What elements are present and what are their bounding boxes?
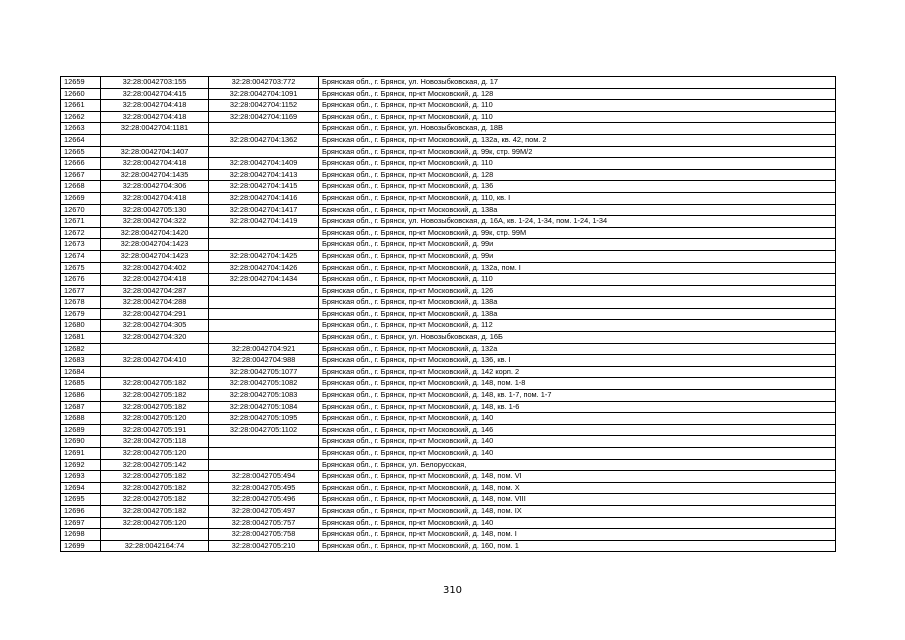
parcel-cadastral-number-cell: 32:28:0042705:182 (101, 378, 209, 390)
row-number-cell: 12687 (61, 401, 101, 413)
address-cell: Брянская обл., г. Брянск, пр-кт Московский, д. 148, пом. IX (319, 505, 836, 517)
property-register-table (60, 76, 836, 552)
object-cadastral-number-cell (209, 308, 319, 320)
parcel-cadastral-number-cell (101, 366, 209, 378)
parcel-cadastral-number-cell: 32:28:0042704:415 (101, 88, 209, 100)
table-row (61, 274, 836, 286)
parcel-cadastral-number-cell: 32:28:0042705:182 (101, 505, 209, 517)
object-cadastral-number-cell: 32:28:0042704:1413 (209, 169, 319, 181)
parcel-cadastral-number-cell: 32:28:0042704:288 (101, 297, 209, 309)
table-row (61, 111, 836, 123)
table-row (61, 436, 836, 448)
table-row (61, 343, 836, 355)
row-number-cell: 12679 (61, 308, 101, 320)
object-cadastral-number-cell: 32:28:0042705:496 (209, 494, 319, 506)
object-cadastral-number-cell (209, 332, 319, 344)
table-row (61, 517, 836, 529)
address-cell: Брянская обл., г. Брянск, ул. Новозыбковская, д. 16А, кв. 1-24, 1-34, пом. 1-24, 1-34 (319, 216, 836, 228)
row-number-cell: 12683 (61, 355, 101, 367)
table-row (61, 308, 836, 320)
parcel-cadastral-number-cell: 32:28:0042704:418 (101, 192, 209, 204)
row-number-cell: 12685 (61, 378, 101, 390)
address-cell: Брянская обл., г. Брянск, пр-кт Московский, д. 148, кв. 1-6 (319, 401, 836, 413)
object-cadastral-number-cell: 32:28:0042704:1425 (209, 250, 319, 262)
parcel-cadastral-number-cell: 32:28:0042705:118 (101, 436, 209, 448)
row-number-cell: 12671 (61, 216, 101, 228)
table-row (61, 540, 836, 552)
address-cell: Брянская обл., г. Брянск, пр-кт Московский, д. 138а (319, 297, 836, 309)
object-cadastral-number-cell (209, 459, 319, 471)
object-cadastral-number-cell: 32:28:0042705:497 (209, 505, 319, 517)
row-number-cell: 12680 (61, 320, 101, 332)
table-row (61, 181, 836, 193)
object-cadastral-number-cell: 32:28:0042705:495 (209, 482, 319, 494)
object-cadastral-number-cell (209, 239, 319, 251)
row-number-cell: 12664 (61, 134, 101, 146)
object-cadastral-number-cell: 32:28:0042704:988 (209, 355, 319, 367)
row-number-cell: 12674 (61, 250, 101, 262)
object-cadastral-number-cell: 32:28:0042703:772 (209, 77, 319, 89)
row-number-cell: 12696 (61, 505, 101, 517)
row-number-cell: 12677 (61, 285, 101, 297)
row-number-cell: 12694 (61, 482, 101, 494)
address-cell: Брянская обл., г. Брянск, пр-кт Московский, д. 132а, кв. 42, пом. 2 (319, 134, 836, 146)
parcel-cadastral-number-cell: 32:28:0042705:182 (101, 482, 209, 494)
table-row (61, 204, 836, 216)
row-number-cell: 12666 (61, 158, 101, 170)
row-number-cell: 12661 (61, 100, 101, 112)
address-cell: Брянская обл., г. Брянск, пр-кт Московский, д. 112 (319, 320, 836, 332)
address-cell: Брянская обл., г. Брянск, ул. Новозыбковская, д. 18В (319, 123, 836, 135)
address-cell: Брянская обл., г. Брянск, пр-кт Московский, д. 140 (319, 448, 836, 460)
parcel-cadastral-number-cell (101, 343, 209, 355)
address-cell: Брянская обл., г. Брянск, пр-кт Московский, д. 148, пом. VI (319, 471, 836, 483)
table-row (61, 390, 836, 402)
row-number-cell: 12695 (61, 494, 101, 506)
address-cell: Брянская обл., г. Брянск, пр-кт Московский, д. 148, кв. 1-7, пом. 1-7 (319, 390, 836, 402)
object-cadastral-number-cell (209, 123, 319, 135)
table-row (61, 158, 836, 170)
table-row (61, 459, 836, 471)
object-cadastral-number-cell: 32:28:0042704:1362 (209, 134, 319, 146)
parcel-cadastral-number-cell (101, 134, 209, 146)
table-row (61, 216, 836, 228)
parcel-cadastral-number-cell: 32:28:0042705:182 (101, 401, 209, 413)
row-number-cell: 12673 (61, 239, 101, 251)
address-cell: Брянская обл., г. Брянск, пр-кт Московский, д. 148, пом. VIII (319, 494, 836, 506)
parcel-cadastral-number-cell: 32:28:0042705:130 (101, 204, 209, 216)
parcel-cadastral-number-cell: 32:28:0042704:306 (101, 181, 209, 193)
table-row (61, 320, 836, 332)
parcel-cadastral-number-cell: 32:28:0042704:418 (101, 111, 209, 123)
object-cadastral-number-cell: 32:28:0042705:494 (209, 471, 319, 483)
table-row (61, 285, 836, 297)
row-number-cell: 12682 (61, 343, 101, 355)
row-number-cell: 12676 (61, 274, 101, 286)
table-row (61, 227, 836, 239)
parcel-cadastral-number-cell: 32:28:0042705:191 (101, 424, 209, 436)
row-number-cell: 12665 (61, 146, 101, 158)
address-cell: Брянская обл., г. Брянск, пр-кт Московский, д. 110 (319, 158, 836, 170)
table-row (61, 471, 836, 483)
row-number-cell: 12698 (61, 529, 101, 541)
parcel-cadastral-number-cell: 32:28:0042704:322 (101, 216, 209, 228)
table-row (61, 413, 836, 425)
address-cell: Брянская обл., г. Брянск, пр-кт Московский, д. 128 (319, 88, 836, 100)
object-cadastral-number-cell: 32:28:0042705:1084 (209, 401, 319, 413)
object-cadastral-number-cell (209, 297, 319, 309)
address-cell: Брянская обл., г. Брянск, ул. Белорусская, (319, 459, 836, 471)
table-row (61, 239, 836, 251)
parcel-cadastral-number-cell: 32:28:0042703:155 (101, 77, 209, 89)
row-number-cell: 12672 (61, 227, 101, 239)
table-row (61, 169, 836, 181)
parcel-cadastral-number-cell: 32:28:0042704:418 (101, 100, 209, 112)
object-cadastral-number-cell: 32:28:0042704:1409 (209, 158, 319, 170)
row-number-cell: 12675 (61, 262, 101, 274)
row-number-cell: 12690 (61, 436, 101, 448)
row-number-cell: 12670 (61, 204, 101, 216)
parcel-cadastral-number-cell: 32:28:0042705:120 (101, 413, 209, 425)
object-cadastral-number-cell: 32:28:0042704:1417 (209, 204, 319, 216)
row-number-cell: 12667 (61, 169, 101, 181)
table-row (61, 355, 836, 367)
row-number-cell: 12699 (61, 540, 101, 552)
parcel-cadastral-number-cell: 32:28:0042704:305 (101, 320, 209, 332)
object-cadastral-number-cell: 32:28:0042704:1152 (209, 100, 319, 112)
address-cell: Брянская обл., г. Брянск, пр-кт Московский, д. 142 корп. 2 (319, 366, 836, 378)
address-cell: Брянская обл., г. Брянск, пр-кт Московский, д. 99к, стр. 99М/2 (319, 146, 836, 158)
table-row (61, 424, 836, 436)
address-cell: Брянская обл., г. Брянск, пр-кт Московский, д. 128 (319, 169, 836, 181)
address-cell: Брянская обл., г. Брянск, пр-кт Московский, д. 148, пом. X (319, 482, 836, 494)
parcel-cadastral-number-cell: 32:28:0042705:120 (101, 517, 209, 529)
address-cell: Брянская обл., г. Брянск, пр-кт Московский, д. 126 (319, 285, 836, 297)
table-row (61, 134, 836, 146)
parcel-cadastral-number-cell: 32:28:0042705:182 (101, 494, 209, 506)
parcel-cadastral-number-cell: 32:28:0042704:1407 (101, 146, 209, 158)
table-row (61, 77, 836, 89)
table-row (61, 123, 836, 135)
row-number-cell: 12686 (61, 390, 101, 402)
object-cadastral-number-cell: 32:28:0042704:1416 (209, 192, 319, 204)
address-cell: Брянская обл., г. Брянск, пр-кт Московский, д. 146 (319, 424, 836, 436)
object-cadastral-number-cell (209, 448, 319, 460)
parcel-cadastral-number-cell: 32:28:0042704:291 (101, 308, 209, 320)
parcel-cadastral-number-cell: 32:28:0042705:120 (101, 448, 209, 460)
parcel-cadastral-number-cell: 32:28:0042705:142 (101, 459, 209, 471)
object-cadastral-number-cell: 32:28:0042705:757 (209, 517, 319, 529)
parcel-cadastral-number-cell: 32:28:0042704:418 (101, 274, 209, 286)
row-number-cell: 12662 (61, 111, 101, 123)
object-cadastral-number-cell: 32:28:0042704:1415 (209, 181, 319, 193)
address-cell: Брянская обл., г. Брянск, ул. Новозыбковская, д. 16Б (319, 332, 836, 344)
address-cell: Брянская обл., г. Брянск, пр-кт Московский, д. 110, кв. I (319, 192, 836, 204)
parcel-cadastral-number-cell: 32:28:0042705:182 (101, 390, 209, 402)
table-row (61, 332, 836, 344)
address-cell: Брянская обл., г. Брянск, пр-кт Московский, д. 132а (319, 343, 836, 355)
table-row (61, 366, 836, 378)
parcel-cadastral-number-cell: 32:28:0042704:1423 (101, 239, 209, 251)
object-cadastral-number-cell: 32:28:0042705:758 (209, 529, 319, 541)
row-number-cell: 12659 (61, 77, 101, 89)
row-number-cell: 12660 (61, 88, 101, 100)
row-number-cell: 12681 (61, 332, 101, 344)
address-cell: Брянская обл., г. Брянск, пр-кт Московский, д. 138а (319, 308, 836, 320)
table-row (61, 378, 836, 390)
parcel-cadastral-number-cell: 32:28:0042704:410 (101, 355, 209, 367)
table-body (61, 77, 836, 552)
row-number-cell: 12693 (61, 471, 101, 483)
address-cell: Брянская обл., г. Брянск, пр-кт Московский, д. 110 (319, 111, 836, 123)
object-cadastral-number-cell (209, 285, 319, 297)
table-row (61, 100, 836, 112)
page-number: 310 (442, 585, 463, 596)
table-row (61, 448, 836, 460)
address-cell: Брянская обл., г. Брянск, пр-кт Московский, д. 140 (319, 413, 836, 425)
object-cadastral-number-cell: 32:28:0042704:1091 (209, 88, 319, 100)
table-row (61, 297, 836, 309)
address-cell: Брянская обл., г. Брянск, пр-кт Московский, д. 110 (319, 100, 836, 112)
row-number-cell: 12689 (61, 424, 101, 436)
row-number-cell: 12691 (61, 448, 101, 460)
address-cell: Брянская обл., г. Брянск, пр-кт Московский, д. 136, кв. I (319, 355, 836, 367)
row-number-cell: 12678 (61, 297, 101, 309)
parcel-cadastral-number-cell: 32:28:0042705:182 (101, 471, 209, 483)
parcel-cadastral-number-cell: 32:28:0042704:1181 (101, 123, 209, 135)
parcel-cadastral-number-cell: 32:28:0042704:320 (101, 332, 209, 344)
object-cadastral-number-cell (209, 146, 319, 158)
address-cell: Брянская обл., г. Брянск, пр-кт Московский, д. 136 (319, 181, 836, 193)
address-cell: Брянская обл., г. Брянск, пр-кт Московский, д. 99и (319, 239, 836, 251)
parcel-cadastral-number-cell: 32:28:0042704:1420 (101, 227, 209, 239)
row-number-cell: 12669 (61, 192, 101, 204)
object-cadastral-number-cell: 32:28:0042704:1419 (209, 216, 319, 228)
row-number-cell: 12688 (61, 413, 101, 425)
table-row (61, 529, 836, 541)
object-cadastral-number-cell: 32:28:0042705:210 (209, 540, 319, 552)
address-cell: Брянская обл., г. Брянск, пр-кт Московский, д. 148, пом. 1-8 (319, 378, 836, 390)
table-row (61, 146, 836, 158)
table-row (61, 494, 836, 506)
object-cadastral-number-cell: 32:28:0042704:1434 (209, 274, 319, 286)
table-row (61, 505, 836, 517)
object-cadastral-number-cell: 32:28:0042705:1102 (209, 424, 319, 436)
address-cell: Брянская обл., г. Брянск, пр-кт Московский, д. 160, пом. 1 (319, 540, 836, 552)
row-number-cell: 12684 (61, 366, 101, 378)
address-cell: Брянская обл., г. Брянск, пр-кт Московский, д. 140 (319, 436, 836, 448)
object-cadastral-number-cell: 32:28:0042705:1083 (209, 390, 319, 402)
object-cadastral-number-cell: 32:28:0042704:1426 (209, 262, 319, 274)
row-number-cell: 12692 (61, 459, 101, 471)
row-number-cell: 12663 (61, 123, 101, 135)
row-number-cell: 12668 (61, 181, 101, 193)
address-cell: Брянская обл., г. Брянск, пр-кт Московский, д. 138а (319, 204, 836, 216)
object-cadastral-number-cell: 32:28:0042705:1095 (209, 413, 319, 425)
table-row (61, 482, 836, 494)
object-cadastral-number-cell (209, 227, 319, 239)
row-number-cell: 12697 (61, 517, 101, 529)
object-cadastral-number-cell: 32:28:0042704:1169 (209, 111, 319, 123)
address-cell: Брянская обл., г. Брянск, пр-кт Московский, д. 99и (319, 250, 836, 262)
table-row (61, 250, 836, 262)
address-cell: Брянская обл., г. Брянск, пр-кт Московский, д. 132а, пом. I (319, 262, 836, 274)
table-row (61, 192, 836, 204)
table-row (61, 401, 836, 413)
address-cell: Брянская обл., г. Брянск, пр-кт Московский, д. 110 (319, 274, 836, 286)
parcel-cadastral-number-cell: 32:28:0042704:418 (101, 158, 209, 170)
parcel-cadastral-number-cell: 32:28:0042704:287 (101, 285, 209, 297)
object-cadastral-number-cell: 32:28:0042705:1082 (209, 378, 319, 390)
object-cadastral-number-cell: 32:28:0042704:921 (209, 343, 319, 355)
object-cadastral-number-cell (209, 320, 319, 332)
parcel-cadastral-number-cell (101, 529, 209, 541)
parcel-cadastral-number-cell: 32:28:0042704:1423 (101, 250, 209, 262)
table-row (61, 88, 836, 100)
address-cell: Брянская обл., г. Брянск, пр-кт Московский, д. 99к, стр. 99М (319, 227, 836, 239)
address-cell: Брянская обл., г. Брянск, пр-кт Московский, д. 148, пом. I (319, 529, 836, 541)
address-cell: Брянская обл., г. Брянск, ул. Новозыбковская, д. 17 (319, 77, 836, 89)
table-row (61, 262, 836, 274)
parcel-cadastral-number-cell: 32:28:0042704:402 (101, 262, 209, 274)
object-cadastral-number-cell (209, 436, 319, 448)
parcel-cadastral-number-cell: 32:28:0042164:74 (101, 540, 209, 552)
object-cadastral-number-cell: 32:28:0042705:1077 (209, 366, 319, 378)
parcel-cadastral-number-cell: 32:28:0042704:1435 (101, 169, 209, 181)
address-cell: Брянская обл., г. Брянск, пр-кт Московский, д. 140 (319, 517, 836, 529)
